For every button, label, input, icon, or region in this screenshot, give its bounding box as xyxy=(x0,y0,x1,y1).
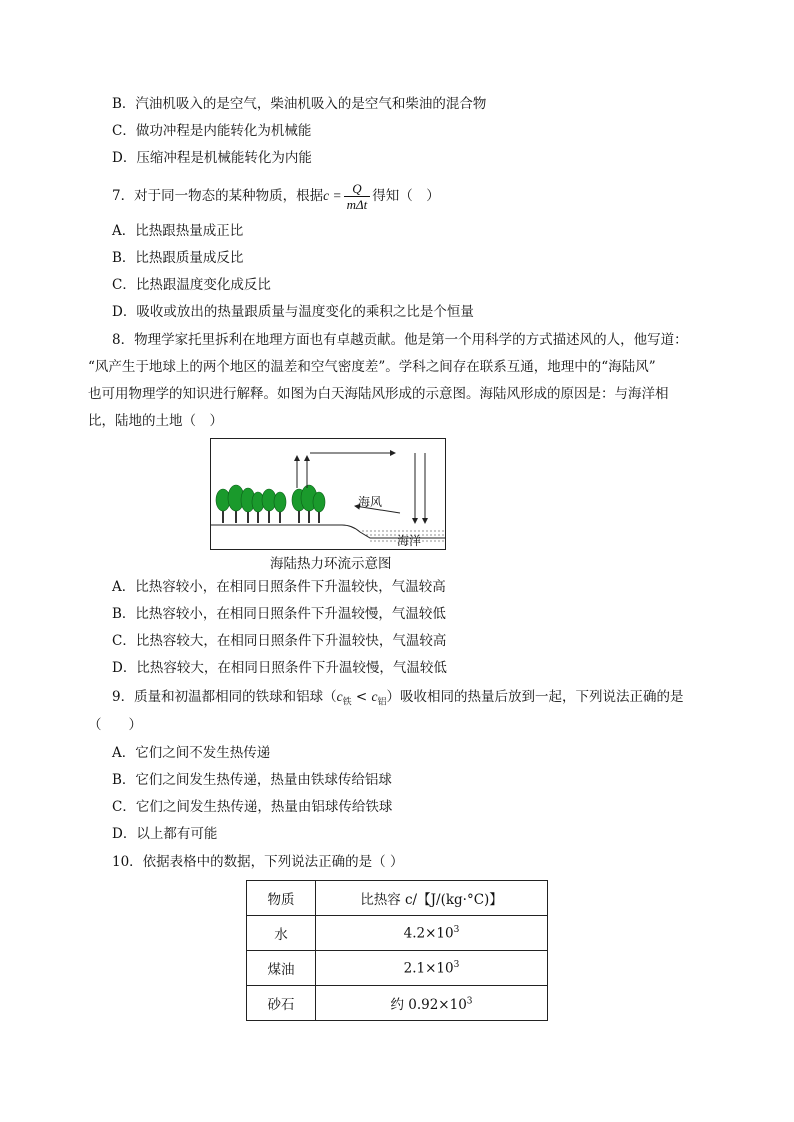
q7-formula-fraction xyxy=(344,181,371,212)
q9-option-c: C．它们之间发生热传递，热量由铝球传给铁球 xyxy=(112,799,393,815)
table-cell-substance: 水 xyxy=(247,916,316,951)
q8-stem-line3: 也可用物理学的知识进行解释。如图为白天海陆风形成的示意图。海陆风形成的原因是：与海洋相 xyxy=(88,386,669,402)
q8-option-d: D．比热容较大，在相同日照条件下升温较慢，气温较低 xyxy=(112,660,447,676)
table-cell-value: 约 $0.92\times 10^3$ xyxy=(316,986,548,1021)
q8-stem-line1: 8．物理学家托里拆利在地理方面也有卓越贡献。他是第一个用科学的方式描述风的人，他写道： xyxy=(112,332,688,348)
q6-option-c: C．做功冲程是内能转化为机械能 xyxy=(112,123,312,139)
q9-c-iron: $c_铁$ xyxy=(336,689,352,707)
ocean-label: 海洋 xyxy=(397,534,422,548)
table-cell-substance: 砂石 xyxy=(247,986,316,1021)
q7-stem-suffix: 得知（ ） xyxy=(372,188,440,204)
q8-option-c: C．比热容较大，在相同日照条件下升温较快，气温较高 xyxy=(112,633,447,649)
q8-stem-line4: 比，陆地的土地（ ） xyxy=(88,413,223,429)
q9-option-d: D．以上都有可能 xyxy=(112,826,218,842)
table-header-row xyxy=(247,881,548,916)
q8-option-b: B．比热容较小，在相同日照条件下升温较慢，气温较低 xyxy=(112,606,446,622)
table-cell-value: $4.2\times 10^3$ xyxy=(316,916,548,951)
table-cell-substance: 煤油 xyxy=(247,951,316,986)
table-cell-value: $2.1\times 10^3$ xyxy=(316,951,548,986)
q9-stem-suffix: ）吸收相同的热量后放到一起，下列说法正确的是 xyxy=(386,689,684,705)
q9-stem-line2: （ ） xyxy=(88,717,142,733)
table-row xyxy=(247,986,548,1021)
q7-stem-prefix: 7．对于同一物态的某种物质，根据 xyxy=(112,188,324,204)
q7-formula-denominator: mΔt xyxy=(346,197,368,212)
q7-stem xyxy=(112,180,440,212)
q7-option-c: C．比热跟温度变化成反比 xyxy=(112,277,271,293)
table-row xyxy=(247,951,548,986)
table-header-cell: 比热容 c/【J/(kg·°C)】 xyxy=(316,881,548,916)
land-sea-breeze-diagram xyxy=(210,438,446,550)
q7-formula-numerator: Q xyxy=(344,181,371,197)
q9-option-b: B．它们之间发生热传递，热量由铁球传给铝球 xyxy=(112,772,392,788)
sea-breeze-label: 海风 xyxy=(358,495,383,509)
figure-caption: 海陆热力环流示意图 xyxy=(270,556,392,572)
table-header-cell: 物质 xyxy=(247,881,316,916)
table-row xyxy=(247,916,548,951)
specific-heat-table xyxy=(246,880,548,1021)
q7-option-a: A．比热跟热量成正比 xyxy=(112,223,244,239)
q7-formula-lhs: c = xyxy=(323,188,342,203)
q9-less-than: < xyxy=(351,689,372,705)
q9-option-a: A．它们之间不发生热传递 xyxy=(112,745,271,761)
q9-c-aluminum: $c_铝$ xyxy=(371,689,387,707)
q6-option-b: B．汽油机吸入的是空气，柴油机吸入的是空气和柴油的混合物 xyxy=(112,96,487,112)
q8-option-a: A．比热容较小，在相同日照条件下升温较快，气温较高 xyxy=(112,579,446,595)
q8-stem-line2: “风产生于地球上的两个地区的温差和空气密度差”。学科之间存在联系互通，地理中的“海陆风” xyxy=(88,359,656,375)
q6-option-d: D．压缩冲程是机械能转化为内能 xyxy=(112,150,312,166)
q9-stem xyxy=(112,688,684,711)
q7-option-d: D．吸收或放出的热量跟质量与温度变化的乘积之比是个恒量 xyxy=(112,304,474,320)
q9-stem-prefix: 9．质量和初温都相同的铁球和铝球（ xyxy=(112,689,337,705)
q10-stem: 10．依据表格中的数据，下列说法正确的是（ ） xyxy=(112,854,404,870)
q7-option-b: B．比热跟质量成反比 xyxy=(112,250,244,266)
